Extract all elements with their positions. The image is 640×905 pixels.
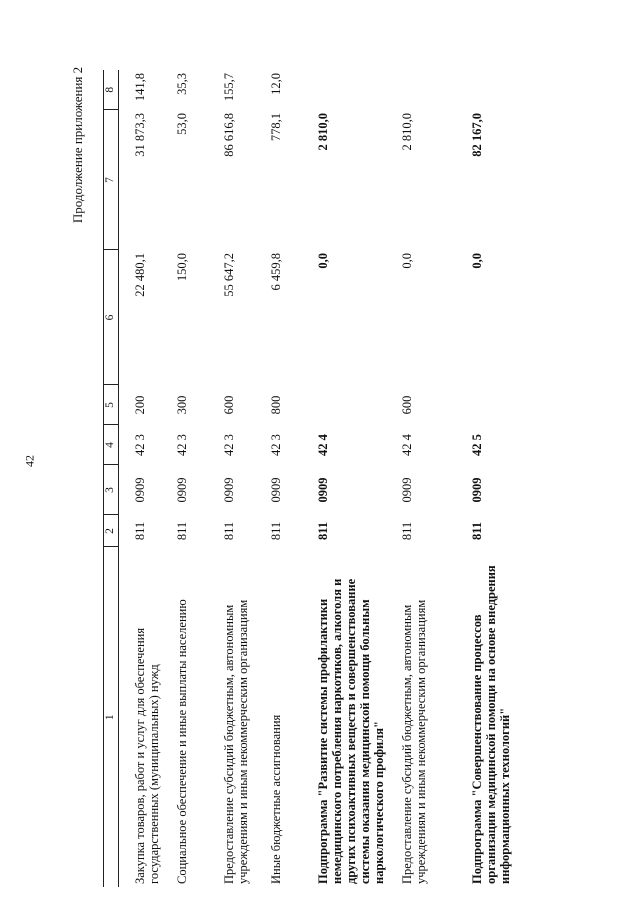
cell-percent: 35,3 (175, 73, 189, 95)
column-header: 3 (104, 465, 119, 515)
continuation-label: Продолжение приложения 2 (70, 66, 85, 224)
cell-section-code: 0909 (269, 477, 283, 503)
budget-table (103, 70, 516, 887)
cell-ministry-code: 811 (269, 521, 283, 541)
cell-amount-actual: 82 167,0 (470, 113, 484, 157)
cell-section-code: 0909 (133, 477, 147, 503)
table-row (302, 70, 386, 887)
cell-percent (386, 70, 456, 110)
page-number: 42 (22, 455, 37, 467)
table-header-row (104, 70, 119, 887)
cell-target-article: 42 3 (175, 434, 189, 456)
cell-expense-type (456, 385, 516, 425)
column-header: 1 (104, 547, 119, 887)
cell-target-article: 42 4 (400, 434, 414, 456)
column-header: 6 (104, 250, 119, 385)
cell-target-article: 42 3 (133, 434, 147, 456)
table-row (161, 70, 208, 887)
cell-amount-plan: 22 480,1 (133, 253, 147, 297)
cell-amount-plan: 6 459,8 (269, 253, 283, 291)
cell-target-article: 42 3 (222, 434, 236, 456)
cell-amount-actual: 2 810,0 (400, 113, 414, 151)
row-description: Социальное обеспечение и иные выплаты населению (175, 599, 189, 884)
cell-section-code: 0909 (400, 477, 414, 503)
cell-section-code: 0909 (222, 477, 236, 503)
column-header: 2 (104, 515, 119, 547)
cell-amount-actual: 53,0 (175, 113, 189, 135)
cell-expense-type: 600 (400, 395, 414, 415)
row-description: Подпрограмма "Совершенствование процессов организации медицинской помощи на основе внедрения информационных технологий" (470, 565, 512, 884)
column-header: 4 (104, 425, 119, 465)
cell-amount-plan: 0,0 (316, 253, 330, 269)
cell-amount-plan: 55 647,2 (222, 253, 236, 297)
cell-expense-type (302, 385, 386, 425)
row-description: Закупка товаров, работ и услуг для обеспечения государственных (муниципальных) нужд (133, 627, 161, 884)
cell-percent: 12,0 (269, 73, 283, 95)
cell-expense-type: 600 (222, 395, 236, 415)
column-header: 7 (104, 110, 119, 250)
cell-amount-plan: 150,0 (175, 253, 189, 282)
cell-ministry-code: 811 (400, 521, 414, 541)
cell-expense-type: 300 (175, 395, 189, 415)
row-description: Предоставление субсидий бюджетным, автономным учреждениям и иным некоммерческим организациям (222, 599, 250, 884)
cell-amount-plan: 0,0 (400, 253, 414, 269)
table-row (208, 70, 255, 887)
cell-expense-type: 800 (269, 395, 283, 415)
cell-amount-plan: 0,0 (470, 253, 484, 269)
row-description: Предоставление субсидий бюджетным, автономным учреждениям и иным некоммерческим организациям (400, 599, 428, 884)
table-row (456, 70, 516, 887)
cell-percent (456, 70, 516, 110)
cell-ministry-code: 811 (470, 521, 484, 541)
cell-percent: 141,8 (133, 73, 147, 102)
cell-percent: 155,7 (222, 73, 236, 102)
cell-amount-actual: 31 873,3 (133, 113, 147, 157)
rotated-page (103, 70, 618, 887)
table-row (119, 70, 162, 887)
cell-amount-actual: 2 810,0 (316, 113, 330, 151)
cell-ministry-code: 811 (175, 521, 189, 541)
column-header: 8 (104, 70, 119, 110)
cell-percent (302, 70, 386, 110)
cell-amount-actual: 778,1 (269, 113, 283, 142)
row-description: Иные бюджетные ассигнования (269, 714, 283, 884)
cell-ministry-code: 811 (133, 521, 147, 541)
cell-target-article: 42 5 (470, 434, 484, 456)
cell-ministry-code: 811 (222, 521, 236, 541)
cell-expense-type: 200 (133, 395, 147, 415)
cell-target-article: 42 4 (316, 434, 330, 456)
cell-ministry-code: 811 (316, 521, 330, 541)
cell-amount-actual: 86 616,8 (222, 113, 236, 157)
cell-section-code: 0909 (175, 477, 189, 503)
table-row (255, 70, 302, 887)
cell-section-code: 0909 (470, 477, 484, 503)
row-description: Подпрограмма "Развитие системы профилактики немедицинского потребления наркотиков, алкоголя и других психоактивных веществ и совершенствование системы оказания медицинской помощи больным наркологического профиля" (316, 578, 386, 884)
table-row (386, 70, 456, 887)
cell-target-article: 42 3 (269, 434, 283, 456)
column-header: 5 (104, 385, 119, 425)
cell-section-code: 0909 (316, 477, 330, 503)
